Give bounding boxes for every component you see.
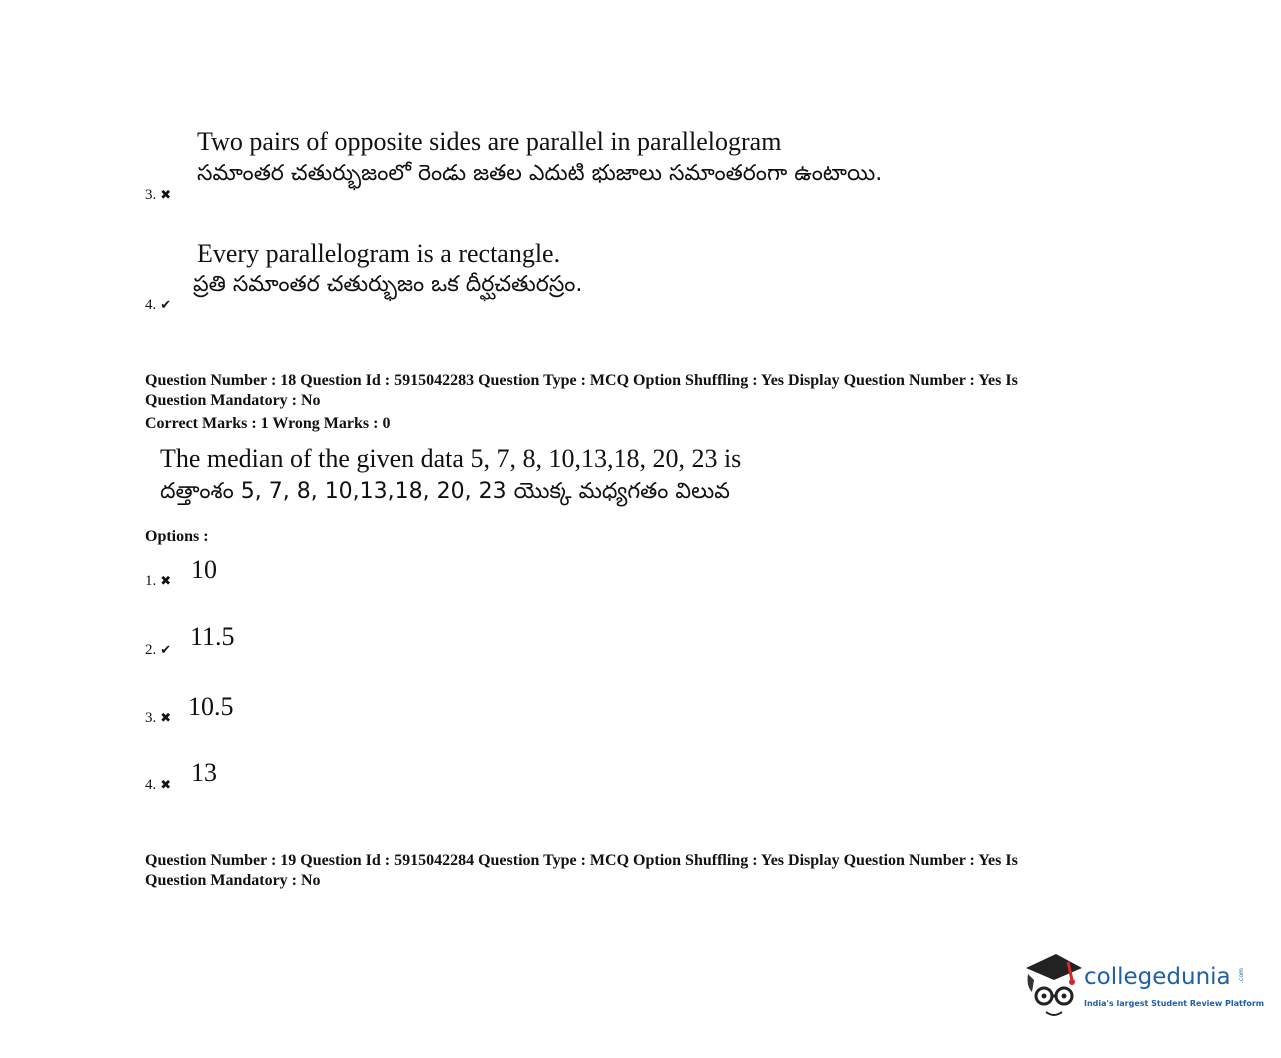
cross-icon: ✖ xyxy=(160,778,172,793)
check-icon: ✔ xyxy=(160,643,172,658)
q18-option-4-marker xyxy=(145,777,171,794)
q18-option-1-marker xyxy=(145,573,171,590)
prev-option-3-english: Two pairs of opposite sides are parallel in parallelogram xyxy=(197,127,782,156)
q18-meta-line1: Question Number : 18 Question Id : 5915042283 Question Type : MCQ Option Shuffling : Yes Display Question Number : Yes Is xyxy=(145,372,1018,389)
options-label: Options : xyxy=(145,528,209,545)
option-number: 3. xyxy=(145,710,157,726)
prev-option-4-english: Every parallelogram is a rectangle. xyxy=(197,239,561,268)
option-number: 4. xyxy=(145,297,157,313)
prev-option-3-telugu: సమాంతర చతుర్భుజంలో రెండు జతల ఎదుటి భుజాలు సమాంతరంగా ఉంటాయి. xyxy=(197,161,883,186)
q19-meta-line2: Question Mandatory : No xyxy=(145,872,321,889)
cross-icon: ✖ xyxy=(160,188,172,203)
q19-meta-line1: Question Number : 19 Question Id : 5915042284 Question Type : MCQ Option Shuffling : Yes Display Question Number : Yes Is xyxy=(145,852,1018,869)
mascot-icon xyxy=(1022,950,1084,1022)
cross-icon: ✖ xyxy=(160,574,172,589)
option-number: 2. xyxy=(145,642,157,658)
q18-option-2-marker xyxy=(145,642,171,659)
cross-icon: ✖ xyxy=(160,711,172,726)
q18-option-3-value: 10.5 xyxy=(188,692,234,721)
option-number: 3. xyxy=(145,187,157,203)
q18-option-2-value: 11.5 xyxy=(190,622,235,651)
q18-option-1-value: 10 xyxy=(191,555,217,584)
q18-text-telugu: దత్తాంశం 5, 7, 8, 10,13,18, 20, 23 యొక్క మధ్యగతం విలువ xyxy=(160,479,730,504)
prev-option-4-telugu: ప్రతి సమాంతర చతుర్భుజం ఒక దీర్ఘచతురస్రం. xyxy=(193,272,583,297)
logo-suffix: .com xyxy=(1237,968,1245,983)
collegedunia-logo xyxy=(1022,950,1265,1025)
option-number: 4. xyxy=(145,777,157,793)
option-number: 1. xyxy=(145,573,157,589)
q18-option-4-value: 13 xyxy=(191,758,217,787)
prev-option-3-marker xyxy=(145,187,171,204)
q18-marks: Correct Marks : 1 Wrong Marks : 0 xyxy=(145,415,391,432)
logo-brand-text: collegedunia xyxy=(1084,964,1231,990)
logo-tagline: India's largest Student Review Platform xyxy=(1084,999,1265,1008)
q18-meta-line2: Question Mandatory : No xyxy=(145,392,321,409)
q18-text-english: The median of the given data 5, 7, 8, 10,13,18, 20, 23 is xyxy=(160,444,742,473)
q18-option-3-marker xyxy=(145,710,171,727)
check-icon: ✔ xyxy=(160,298,172,313)
prev-option-4-marker xyxy=(145,297,171,314)
